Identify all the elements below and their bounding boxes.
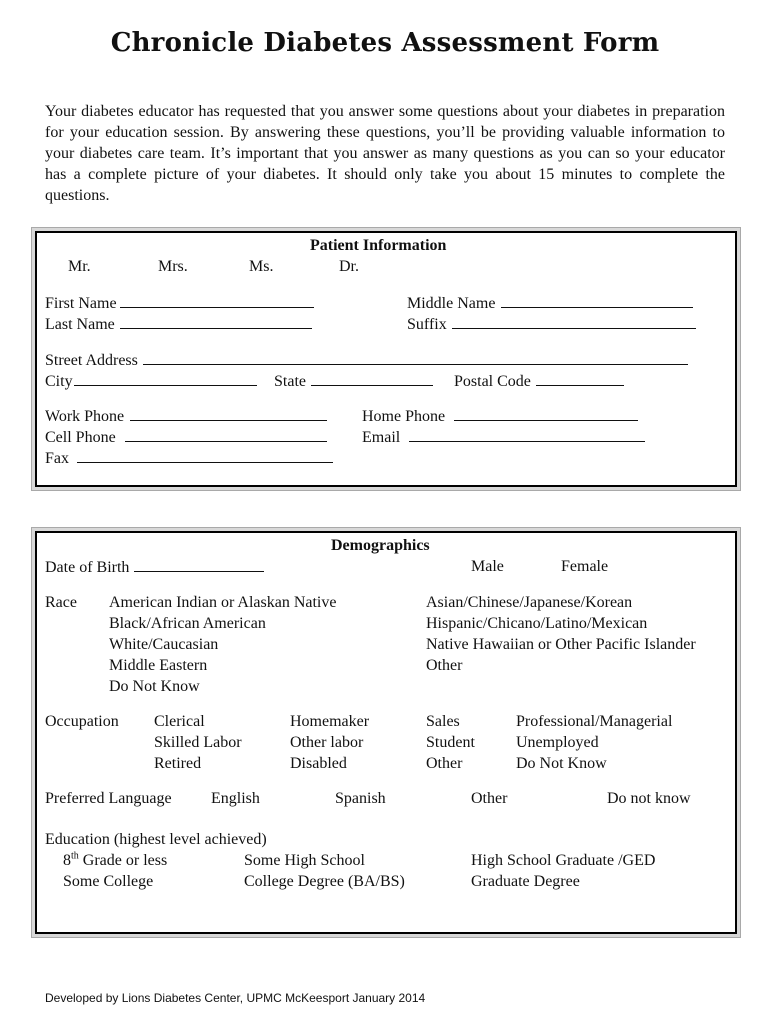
email-blank[interactable] (409, 427, 645, 442)
race-option[interactable]: Asian/Chinese/Japanese/Korean (426, 594, 633, 611)
home-phone-blank[interactable] (454, 406, 638, 421)
title-option-mrs[interactable]: Mrs. (158, 258, 188, 275)
occupation-option[interactable]: Student (426, 734, 475, 751)
state-field[interactable] (274, 371, 433, 392)
first-name-blank[interactable] (120, 293, 314, 308)
gender-option-female[interactable]: Female (561, 558, 609, 575)
race-option[interactable]: Do Not Know (109, 678, 200, 695)
education-option-graduate-degree[interactable]: Graduate Degree (471, 873, 580, 890)
fax-field[interactable] (45, 448, 333, 469)
education-option-college-degree[interactable]: College Degree (BA/BS) (244, 873, 405, 890)
education-label: Education (highest level achieved) (45, 831, 267, 848)
education-option-some-college[interactable]: Some College (63, 873, 154, 890)
street-address-blank[interactable] (143, 350, 688, 365)
occupation-option[interactable]: Other labor (290, 734, 364, 751)
occupation-option[interactable]: Disabled (290, 755, 347, 772)
title-option-dr[interactable]: Dr. (339, 258, 359, 275)
patient-information-heading: Patient Information (310, 237, 447, 254)
education-grade-suffix: th (71, 850, 79, 862)
gender-option-male[interactable]: Male (471, 558, 504, 575)
work-phone-field[interactable] (45, 406, 327, 427)
education-grade-text: Grade or less (78, 852, 168, 869)
language-option-other[interactable]: Other (471, 790, 508, 807)
date-of-birth-field[interactable] (45, 557, 264, 578)
language-option-spanish[interactable]: Spanish (335, 790, 386, 807)
race-option[interactable]: Other (426, 657, 463, 674)
occupation-option[interactable]: Sales (426, 713, 460, 730)
occupation-option[interactable]: Skilled Labor (154, 734, 242, 751)
fax-label: Fax (45, 450, 69, 467)
work-phone-blank[interactable] (130, 406, 327, 421)
occupation-option[interactable]: Do Not Know (516, 755, 607, 772)
education-option-high-school-graduate[interactable]: High School Graduate /GED (471, 852, 656, 869)
work-phone-label: Work Phone (45, 408, 125, 425)
race-option[interactable]: White/Caucasian (109, 636, 219, 653)
city-field[interactable] (45, 371, 257, 392)
cell-phone-label: Cell Phone (45, 429, 116, 446)
street-address-label: Street Address (45, 352, 138, 369)
occupation-label: Occupation (45, 713, 119, 730)
first-name-field[interactable] (45, 293, 314, 314)
date-of-birth-blank[interactable] (134, 557, 264, 572)
home-phone-label: Home Phone (362, 408, 446, 425)
form-title: Chronicle Diabetes Assessment Form (110, 28, 660, 58)
occupation-option[interactable]: Other (426, 755, 463, 772)
race-label: Race (45, 594, 77, 611)
title-option-mr[interactable]: Mr. (68, 258, 91, 275)
street-address-field[interactable] (45, 350, 688, 371)
footer-credit: Developed by Lions Diabetes Center, UPMC McKeesport January 2014 (45, 991, 426, 1005)
state-blank[interactable] (311, 371, 433, 386)
occupation-option[interactable]: Unemployed (516, 734, 599, 751)
cell-phone-field[interactable] (45, 427, 327, 448)
date-of-birth-label: Date of Birth (45, 559, 130, 576)
demographics-heading: Demographics (331, 537, 430, 554)
language-option-do-not-know[interactable]: Do not know (607, 790, 691, 807)
last-name-label: Last Name (45, 316, 115, 333)
suffix-blank[interactable] (452, 314, 696, 329)
education-option-8th-grade[interactable] (63, 851, 167, 871)
race-option[interactable]: Black/African American (109, 615, 266, 632)
last-name-blank[interactable] (120, 314, 312, 329)
suffix-label: Suffix (407, 316, 447, 333)
city-blank[interactable] (74, 371, 257, 386)
language-option-english[interactable]: English (211, 790, 260, 807)
education-grade-number: 8 (63, 852, 71, 869)
race-option[interactable]: Hispanic/Chicano/Latino/Mexican (426, 615, 648, 632)
occupation-option[interactable]: Professional/Managerial (516, 713, 673, 730)
intro-paragraph: Your diabetes educator has requested that you answer some questions about your diabetes in preparation for your education session. By answering these questions, you’ll be providing valuable information to your diabetes care team. It’s important that you answer as many questions as you can so your educator has a complete picture of your diabetes. It should only take you about 15 minutes to complete the questions. (45, 103, 725, 204)
postal-code-field[interactable] (454, 371, 624, 392)
last-name-field[interactable] (45, 314, 312, 335)
middle-name-field[interactable] (407, 293, 693, 314)
middle-name-blank[interactable] (501, 293, 693, 308)
occupation-option[interactable]: Homemaker (290, 713, 370, 730)
suffix-field[interactable] (407, 314, 696, 335)
email-label: Email (362, 429, 401, 446)
email-field[interactable] (362, 427, 645, 448)
fax-blank[interactable] (77, 448, 333, 463)
city-label: City (45, 373, 73, 390)
first-name-label: First Name (45, 295, 117, 312)
home-phone-field[interactable] (362, 406, 638, 427)
preferred-language-label: Preferred Language (45, 790, 172, 807)
occupation-option[interactable]: Clerical (154, 713, 205, 730)
race-option[interactable]: American Indian or Alaskan Native (109, 594, 337, 611)
education-option-some-high-school[interactable]: Some High School (244, 852, 365, 869)
state-label: State (274, 373, 306, 390)
occupation-option[interactable]: Retired (154, 755, 202, 772)
race-option[interactable]: Native Hawaiian or Other Pacific Islander (426, 636, 696, 653)
postal-code-blank[interactable] (536, 371, 624, 386)
middle-name-label: Middle Name (407, 295, 496, 312)
cell-phone-blank[interactable] (125, 427, 327, 442)
race-option[interactable]: Middle Eastern (109, 657, 208, 674)
title-option-ms[interactable]: Ms. (249, 258, 274, 275)
postal-code-label: Postal Code (454, 373, 531, 390)
